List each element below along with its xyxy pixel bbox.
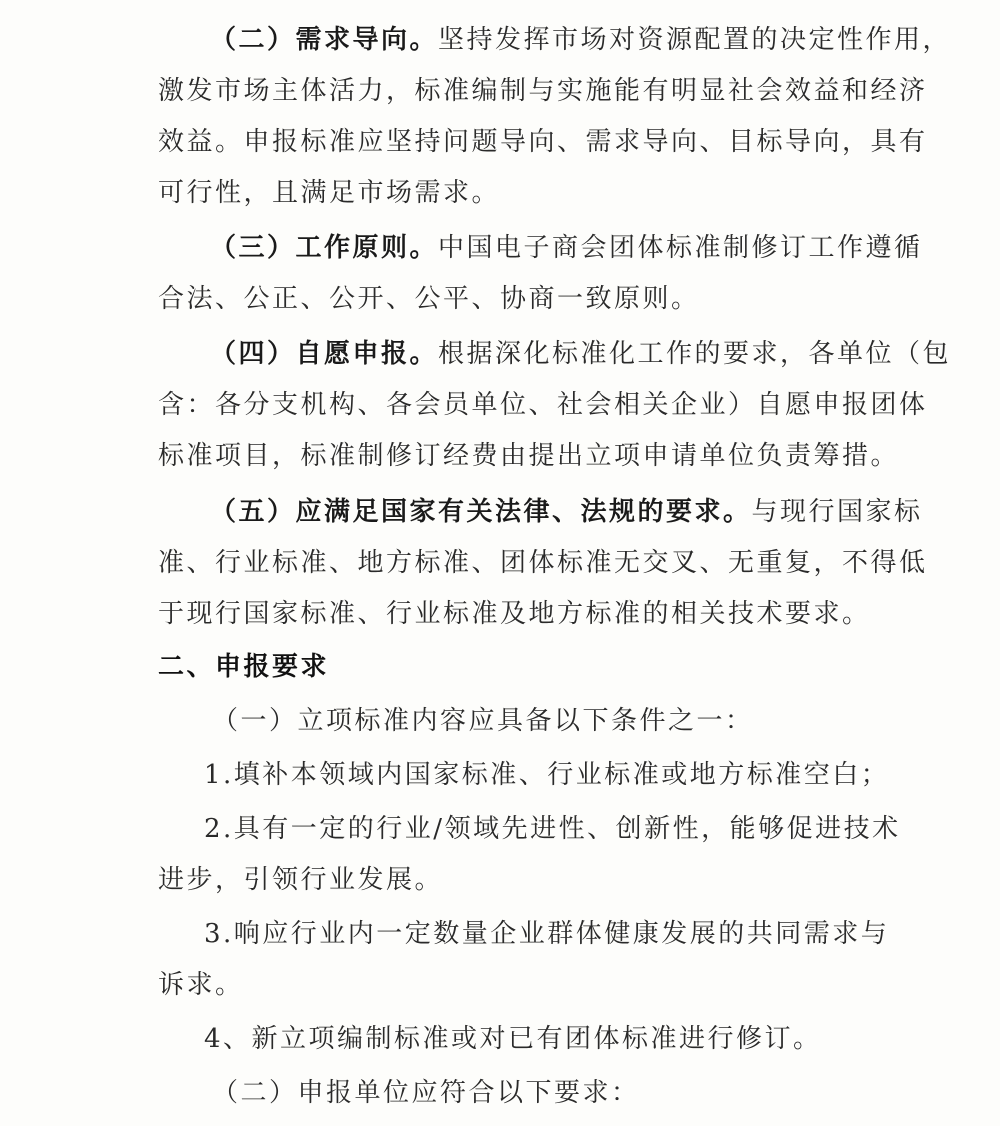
paragraph-demand-line-2: 激发市场主体活力，标准编制与实施能有明显社会效益和经济 bbox=[158, 76, 928, 106]
paragraph-legal-line-3: 于现行国家标准、行业标准及地方标准的相关技术要求。 bbox=[158, 599, 871, 629]
paragraph-demand-line-4: 可行性，且满足市场需求。 bbox=[158, 178, 501, 208]
paragraph-principles-line-2: 合法、公正、公开、公平、协商一致原则。 bbox=[158, 284, 700, 314]
paragraph-demand-text: 坚持发挥市场对资源配置的决定性作用， bbox=[438, 25, 952, 55]
paragraph-demand-lead: （二）需求导向。 bbox=[210, 25, 439, 55]
paragraph-legal-line-2: 准、行业标准、地方标准、团体标准无交叉、无重复，不得低 bbox=[158, 548, 928, 578]
paragraph-demand-line-1 bbox=[210, 20, 951, 60]
paragraph-legal-lead: （五）应满足国家有关法律、法规的要求。 bbox=[210, 497, 752, 527]
sub-1-intro: （一）立项标准内容应具备以下条件之一： bbox=[212, 706, 754, 736]
paragraph-voluntary-lead: （四）自愿申报。 bbox=[210, 339, 439, 369]
sub-1-item-4: 4、新立项编制标准或对已有团体标准进行修订。 bbox=[204, 1024, 822, 1054]
paragraph-principles-lead: （三）工作原则。 bbox=[210, 233, 439, 263]
paragraph-principles-line-1 bbox=[210, 228, 923, 268]
sub-1-item-3-line-2: 诉求。 bbox=[158, 970, 244, 1000]
paragraph-voluntary-line-2: 含：各分支机构、各会员单位、社会相关企业）自愿申报团体 bbox=[158, 390, 928, 420]
sub-1-item-1: 1.填补本领域内国家标准、行业标准或地方标准空白； bbox=[204, 760, 890, 790]
section-heading-requirements: 二、申报要求 bbox=[158, 652, 330, 682]
paragraph-legal-line-1 bbox=[210, 492, 923, 532]
sub-1-item-2-line-1: 2.具有一定的行业/领域先进性、创新性，能够促进技术 bbox=[204, 814, 901, 844]
paragraph-demand-line-3: 效益。申报标准应坚持问题导向、需求导向、目标导向，具有 bbox=[158, 127, 928, 157]
sub-1-item-3-line-1: 3.响应行业内一定数量企业群体健康发展的共同需求与 bbox=[204, 919, 890, 949]
paragraph-legal-text: 与现行国家标 bbox=[751, 497, 923, 527]
paragraph-voluntary-line-3: 标准项目，标准制修订经费由提出立项申请单位负责筹措。 bbox=[158, 441, 900, 471]
paragraph-voluntary-text: 根据深化标准化工作的要求，各单位（包 bbox=[438, 339, 952, 369]
paragraph-principles-text: 中国电子商会团体标准制修订工作遵循 bbox=[438, 233, 923, 263]
sub-2-intro: （二）申报单位应符合以下要求： bbox=[212, 1078, 640, 1108]
paragraph-voluntary-line-1 bbox=[210, 334, 951, 374]
sub-1-item-2-line-2: 进步，引领行业发展。 bbox=[158, 865, 444, 895]
